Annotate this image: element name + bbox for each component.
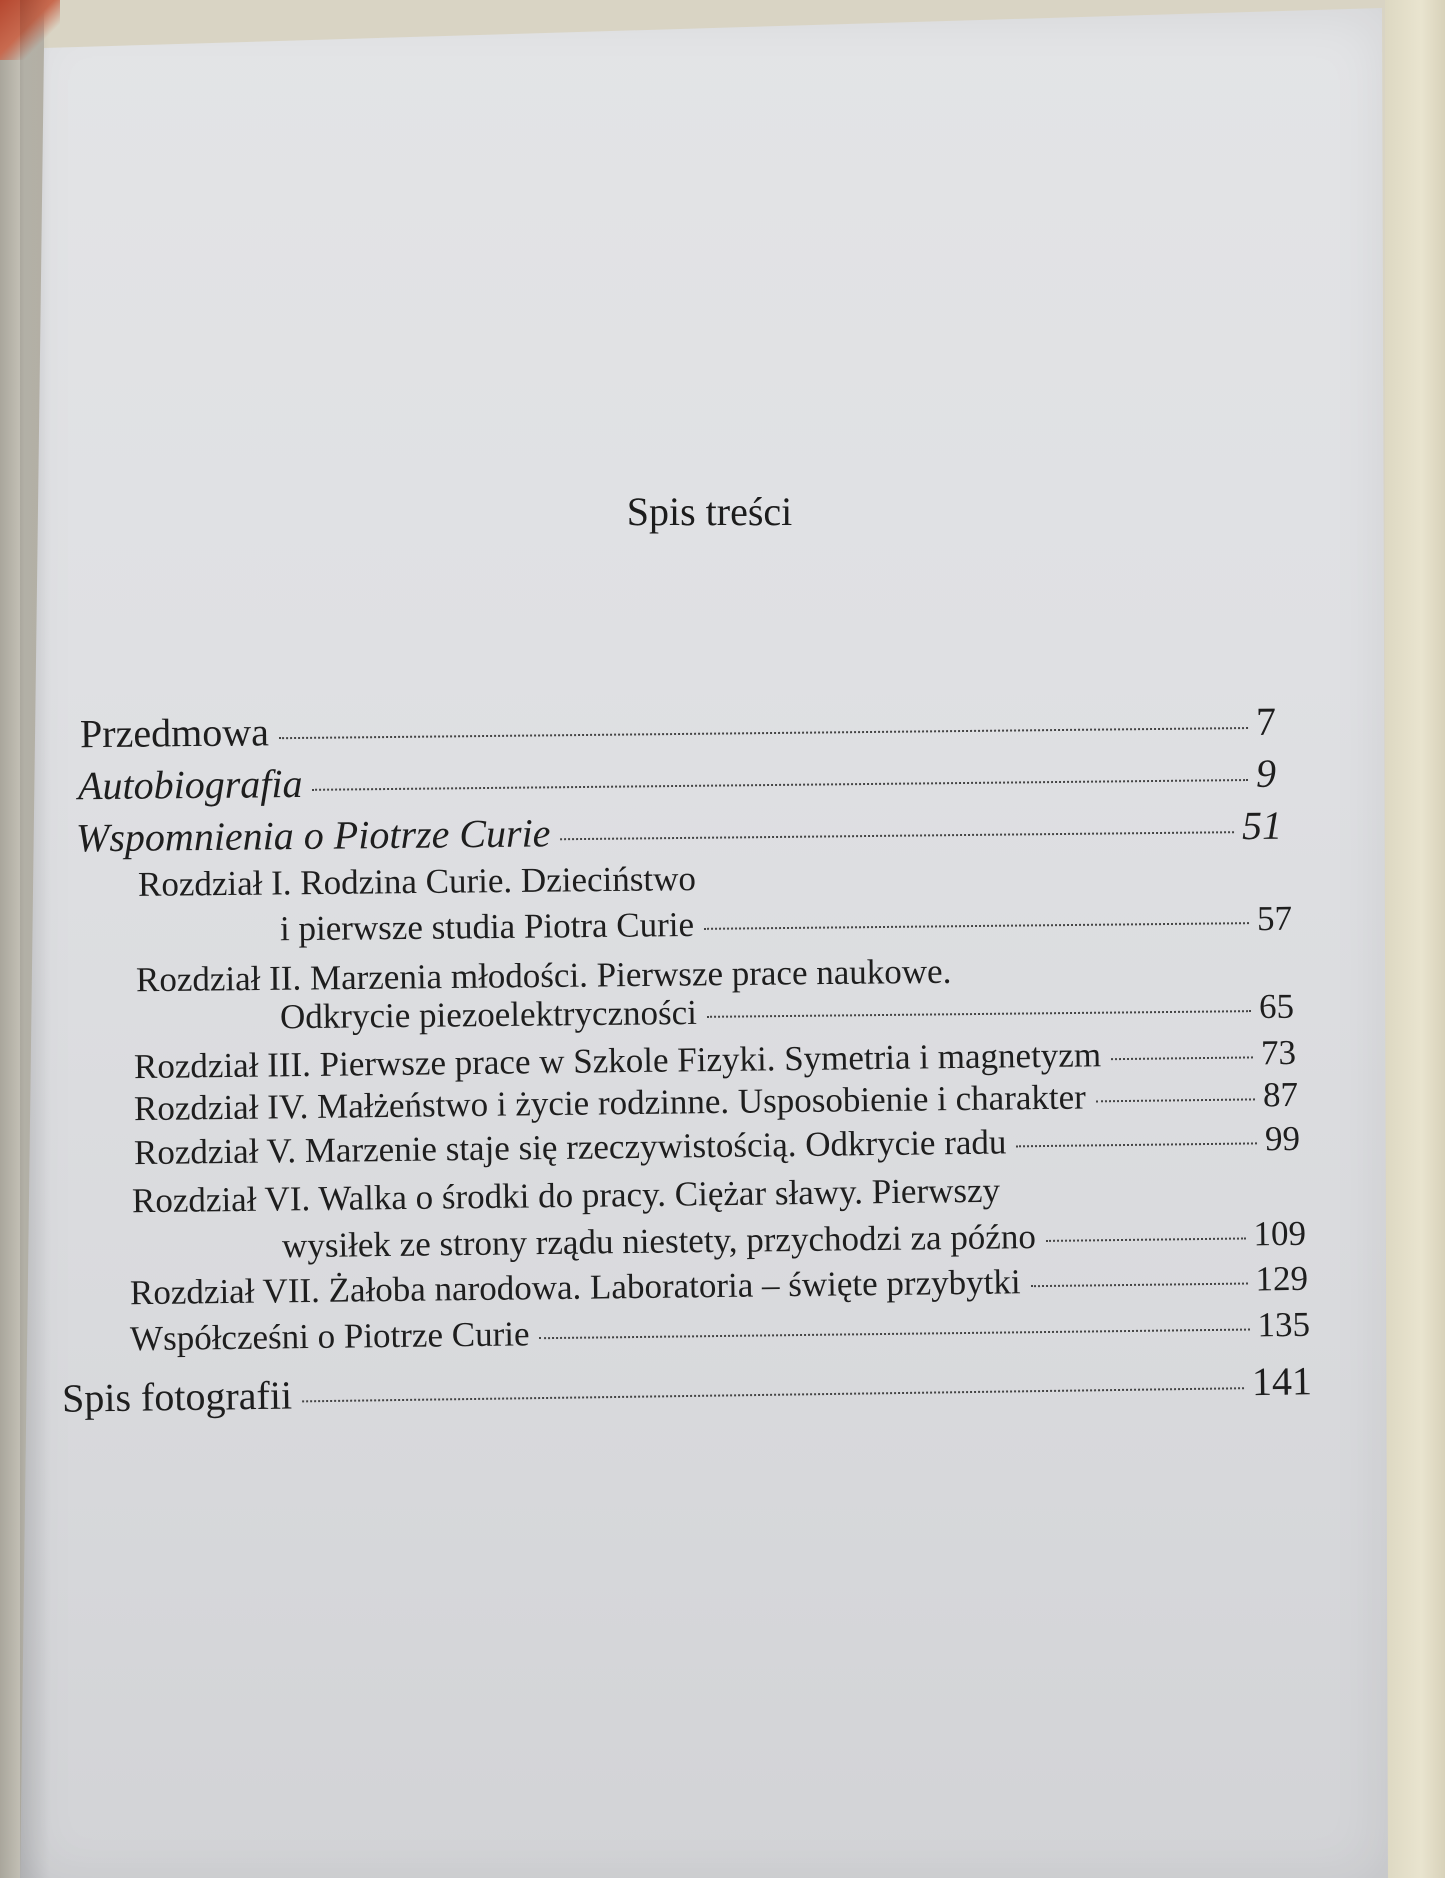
entry-title: Rozdział V. Marzenie staje się rzeczywistością. Odkrycie radu <box>133 1122 1007 1173</box>
toc-entry-spis-fotografii <box>62 1357 1313 1421</box>
entry-page: 87 <box>1262 1074 1299 1115</box>
entry-page: 73 <box>1260 1032 1297 1073</box>
dot-leader <box>540 1329 1250 1340</box>
entry-title: wysiłek ze strony rządu niestety, przychodzi za późno <box>281 1217 1037 1266</box>
entry-title: Rozdział IV. Małżeństwo i życie rodzinne. Usposobienie i charakter <box>133 1077 1087 1129</box>
entry-title: Rozdział III. Pierwsze prace w Szkole Fizyki. Symetria i magnetyzm <box>133 1035 1102 1087</box>
toc-entry-wspomnienia <box>76 802 1282 862</box>
dot-leader <box>1046 1237 1246 1241</box>
entry-title: Współcześni o Piotrze Curie <box>129 1314 530 1359</box>
toc-chapter-6-line1: Rozdział VI. Walka o środki do pracy. Ciężar sławy. Pierwszy <box>131 1170 1001 1221</box>
entry-page: 51 <box>1241 802 1283 849</box>
toc-chapter-2-line1: Rozdział II. Marzenia młodości. Pierwsze prace naukowe. <box>135 951 952 1000</box>
dot-leader <box>704 922 1249 930</box>
toc-entry-autobiografia <box>78 750 1276 810</box>
toc-chapter-1 <box>280 899 1292 950</box>
dot-leader <box>1096 1098 1255 1102</box>
dot-leader <box>1016 1142 1257 1147</box>
entry-title: Autobiografia <box>77 760 303 809</box>
toc-entry-przedmowa <box>80 698 1276 758</box>
entry-page: 57 <box>1256 898 1293 939</box>
entry-title: i pierwsze studia Piotra Curie <box>279 904 695 949</box>
dot-leader <box>279 727 1248 739</box>
entry-page: 129 <box>1255 1258 1309 1299</box>
toc-entry-wspolczesni <box>130 1305 1310 1359</box>
title-text: Spis treści <box>626 489 793 534</box>
entry-page: 99 <box>1264 1118 1301 1159</box>
dot-leader <box>1111 1056 1253 1060</box>
entry-page: 135 <box>1257 1304 1311 1345</box>
entry-page: 141 <box>1251 1358 1313 1405</box>
toc-chapter-5 <box>134 1119 1300 1173</box>
entry-title: Wspomnienia o Piotrze Curie <box>75 810 551 861</box>
dot-leader <box>1031 1283 1248 1288</box>
entry-page: 109 <box>1253 1213 1307 1254</box>
entry-title: Rozdział VII. Żałoba narodowa. Laboratoria – święte przybytki <box>129 1262 1021 1313</box>
entry-page: 7 <box>1255 698 1277 744</box>
toc-chapter-1-line1: Rozdział I. Rodzina Curie. Dzieciństwo <box>137 859 697 904</box>
entry-page: 65 <box>1258 986 1295 1027</box>
entry-title: Odkrycie piezoelektryczności <box>279 992 698 1037</box>
toc-chapter-7 <box>130 1259 1308 1313</box>
entry-page: 9 <box>1255 750 1277 796</box>
dot-leader <box>707 1010 1251 1018</box>
entry-title: Spis fotografii <box>61 1372 293 1421</box>
dot-leader <box>560 831 1234 840</box>
toc-chapter-6 <box>282 1214 1306 1267</box>
entry-title: Przedmowa <box>79 709 270 757</box>
dot-leader <box>302 1387 1244 1402</box>
dot-leader <box>313 779 1249 791</box>
